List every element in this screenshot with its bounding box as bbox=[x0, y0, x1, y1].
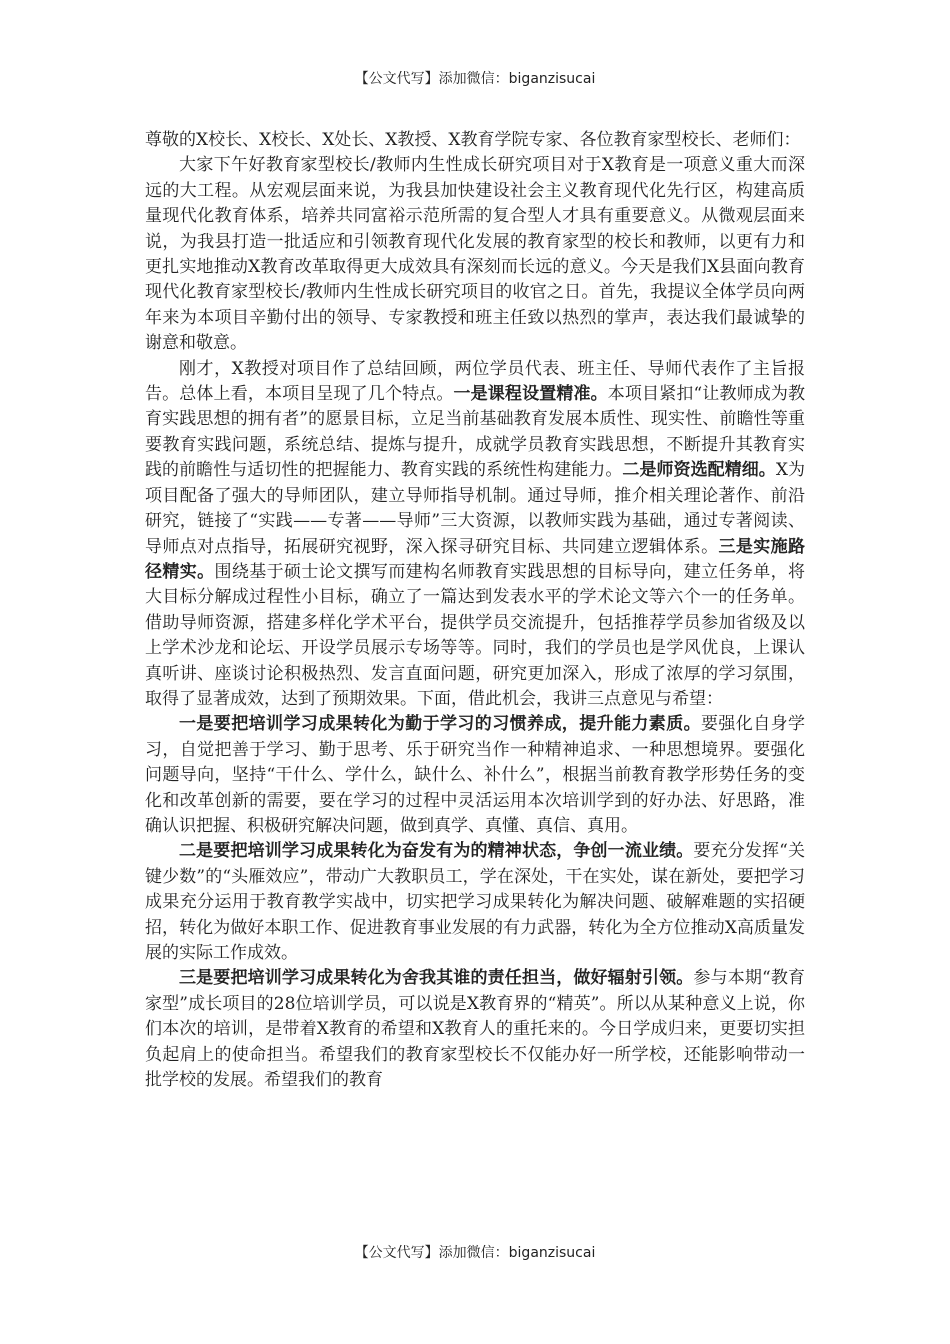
hope-2-heading: 二是要把培训学习成果转化为奋发有为的精神状态，争创一流业绩。 bbox=[179, 841, 694, 862]
feature-2-heading: 二是师资选配精细。 bbox=[622, 460, 776, 481]
hope-1-heading: 一是要把培训学习成果转化为勤于学习的习惯养成，提升能力素质。 bbox=[179, 714, 701, 735]
paragraph-hope-3 bbox=[145, 966, 805, 1093]
feature-1-heading: 一是课程设置精准。 bbox=[453, 384, 608, 405]
feature-2-text: X为项目配备了强大的导师团队，建立导师指导机制。通过导师，推介相关理论著作、前沿研究，链接了“实践——专著——导师”三大资源，以教师实践为基础，通过专著阅读、导师点对点指导，拓展研究视野，深入探寻研究目标、共同建立逻辑体系。 bbox=[145, 460, 806, 557]
feature-3-text: 围绕基于硕士论文撰写而建构名师教育实践思想的目标导向，建立任务单，将大目标分解成过程性小目标，确立了一篇达到发表水平的学术论文等六个一的任务单。借助导师资源，搭建多样化学术平台，提供学员交流提升，包括推荐学员参加省级及以上学术沙龙和论坛、开设学员展示专场等等。同时，我们的学员也是学风优良，上课认真听讲、座谈讨论积极热烈、发言直面问题，研究更加深入，形成了浓厚的学习氛围，取得了显著成效，达到了预期效果。下面，借此机会，我讲三点意见与希望： bbox=[145, 561, 806, 709]
hope-1-text: 要强化自身学习，自觉把善于学习、勤于思考、乐于研究当作一种精神追求、一种思想境界。要强化问题导向，坚持“干什么、学什么，缺什么、补什么”，根据当前教育教学形势任务的变化和改革创新的需要，要在学习的过程中灵活运用本次培训学到的好办法、好思路，准确认识把握、积极研究解决问题，做到真学、真懂、真信、真用。 bbox=[145, 714, 805, 836]
page-header: 【公文代写】添加微信：biganzisucai bbox=[354, 71, 596, 87]
hope-2-text: 要充分发挥“关键少数”的“头雁效应”，带动广大教职员工，学在深处，干在实处，谋在新处，要把学习成果充分运用于教育教学实战中，切实把学习成果转化为解决问题、破解难题的实招硬招，转化为做好本职工作、促进教育事业发展的有力武器，转化为全方位推动X高质量发展的实际工作成效。 bbox=[145, 841, 805, 963]
hope-3-heading: 三是要把培训学习成果转化为舍我其谁的责任担当，做好辐射引领。 bbox=[179, 968, 694, 989]
hope-3-text: 参与本期“教育家型”成长项目的28位培训学员，可以说是X教育界的“精英”。所以从某种意义上说，你们本次的培训，是带着X教育的希望和X教育人的重托来的。今日学成归来，更要切实担负起肩上的使命担当。希望我们的教育家型校长不仅能办好一所学校，还能影响带动一批学校的发展。希望我们的教育 bbox=[145, 968, 805, 1091]
salutation: 尊敬的X校长、X校长、X处长、X教授、X教育学院专家、各位教育家型校长、老师们： bbox=[145, 130, 801, 150]
features-intro-text: 刚才，X教授对项目作了总结回顾，两位学员代表、班主任、导师代表作了主旨报告。总体上看，本项目呈现了几个特点。 bbox=[145, 358, 805, 405]
document-body bbox=[145, 128, 805, 1093]
feature-3-heading: 三是实施路径精实。 bbox=[145, 536, 806, 582]
page-footer: 【公文代写】添加微信：biganzisucai bbox=[354, 1245, 596, 1261]
paragraph-project-features bbox=[145, 357, 805, 713]
paragraph-opening: 大家下午好教育家型校长/教师内生性成长研究项目对于X教育是一项意义重大而深远的大工程。从宏观层面来说，为我县加快建设社会主义教育现代化先行区，构建高质量现代化教育体系，培养共同富裕示范所需的复合型人才具有重要意义。从微观层面来说，为我县打造一批适应和引领教育现代化发展的教育家型的校长和教师，以更有力和更扎实地推动X教育改革取得更大成效具有深刻而长远的意义。今天是我们X县面向教育现代化教育家型校长/教师内生性成长研究项目的收官之日。首先，我提议全体学员向两年来为本项目辛勤付出的领导、专家教授和班主任致以热烈的掌声，表达我们最诚挚的谢意和敬意。 bbox=[145, 155, 805, 354]
paragraph-hope-1 bbox=[145, 712, 805, 839]
paragraph-hope-2 bbox=[145, 839, 805, 966]
feature-1-text: 本项目紧扣“让教师成为教育实践思想的拥有者”的愿景目标，立足当前基础教育发展本质性、现实性、前瞻性等重要教育实践问题，系统总结、提炼与提升，成就学员教育实践思想，不断提升其教育实践的前瞻性与适切性的把握能力、教育实践的系统性构建能力。 bbox=[145, 384, 806, 481]
